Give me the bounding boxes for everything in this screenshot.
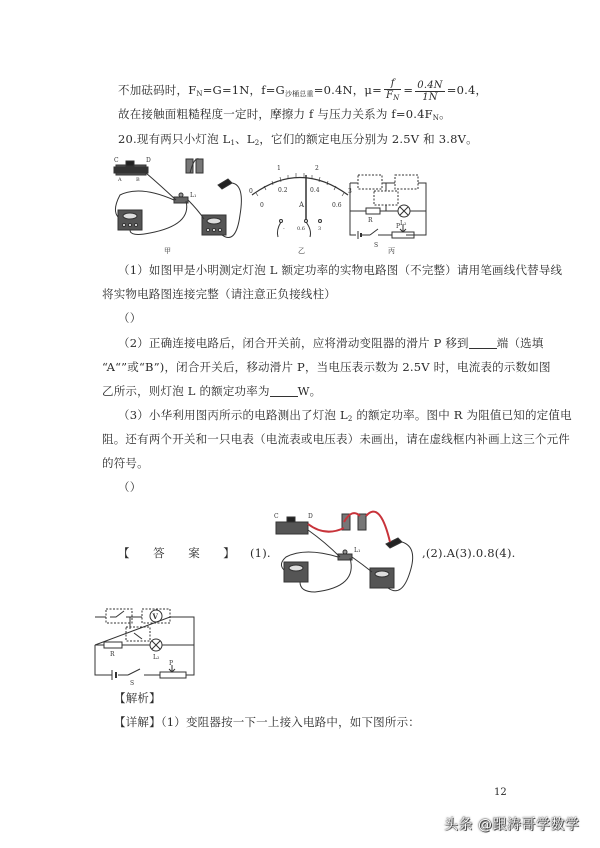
part3-line2: 阻。还有两个开关和一只电表（电流表或电压表）未画出，请在虚线框内补画上这三个元件 [102, 432, 570, 446]
svg-text:S: S [130, 680, 135, 685]
svg-text:C: C [274, 513, 279, 520]
caption-jia: 甲 [164, 247, 171, 255]
svg-text:0.4: 0.4 [310, 187, 320, 194]
ammeter-dial [252, 178, 348, 196]
page-number: 12 [494, 787, 507, 798]
svg-text:R: R [368, 217, 373, 224]
text: =0.4N，μ= [313, 83, 382, 97]
part3-answer-bracket: （） [118, 480, 142, 494]
svg-text:P: P [169, 660, 174, 667]
part1-answer-bracket: （） [118, 311, 142, 325]
circuit-diagram-bing [350, 175, 426, 239]
svg-text:A: A [118, 177, 122, 183]
text: =G=1N，f=G [202, 83, 285, 97]
svg-text:-: - [283, 226, 285, 232]
text: 乙所示，则灯泡 L 的额定功率为 [102, 384, 270, 398]
subscript: N [196, 90, 203, 98]
rheostat-icon [276, 522, 308, 534]
svg-text:D: D [308, 513, 313, 520]
numerator: 0.4N [417, 79, 443, 91]
watermark: 头条 @跟涛哥学数学 [444, 817, 580, 833]
part2-line3 [102, 383, 321, 399]
svg-text:B: B [136, 177, 140, 183]
text: 、L [235, 132, 255, 146]
fraction-value [415, 80, 444, 103]
rheostat-icon [114, 161, 148, 175]
text: 端（选填 [496, 336, 544, 350]
part1-line2: 将实物电路图连接完整（请注意正负接线柱） [102, 287, 336, 301]
svg-text:0.6: 0.6 [332, 202, 342, 209]
part2-line2: “A“”或“B”)，闭合开关后，移动滑片 P，当电压表示数为 2.5V 时，电流表的示数如图 [102, 360, 551, 374]
svg-text:3: 3 [348, 188, 352, 195]
svg-text:0: 0 [260, 202, 264, 209]
svg-text:R: R [110, 651, 115, 658]
svg-text:3: 3 [318, 226, 322, 232]
denominator: 1N [422, 91, 438, 103]
numerator: f [384, 78, 401, 90]
text: 的额定功率。图中 R 为阻值已知的定值电 [352, 408, 572, 422]
caption-bing: 丙 [388, 247, 395, 255]
subscript: N [393, 94, 400, 102]
conclusion-line [118, 106, 451, 126]
svg-text:1: 1 [277, 165, 281, 172]
switch-icon [128, 669, 140, 675]
part3-line1 [118, 407, 572, 427]
answer-figure-jia [270, 502, 420, 602]
part3-line3: 的符号。 [102, 456, 149, 470]
fraction-f-over-fn [384, 78, 401, 104]
text: F [385, 90, 394, 101]
switch-icon [218, 179, 232, 189]
formula-line-1 [118, 78, 487, 104]
svg-text:P: P [396, 223, 401, 230]
text: 不加砝码时，F [118, 83, 197, 97]
text: （2）正确连接电路后，闭合开关前，应将滑动变阻器的滑片 P 移到 [118, 336, 469, 350]
answer-part1-label: (1). [250, 546, 271, 560]
svg-text:A: A [299, 201, 305, 209]
detail-line [114, 714, 420, 730]
text: 。 [439, 107, 451, 121]
svg-text:L₂: L₂ [153, 654, 160, 661]
text: =0.4， [446, 83, 488, 97]
text: = [403, 83, 414, 97]
text: （3）小华利用图丙所示的电路测出了灯泡 L [118, 408, 348, 422]
svg-text:L₂: L₂ [400, 220, 407, 227]
svg-text:L₁: L₁ [354, 547, 361, 554]
svg-text:0.6: 0.6 [297, 226, 305, 232]
denominator [384, 90, 401, 104]
detail-text: （1）变阻器按一下一上接入电路中，如下图所示： [160, 715, 420, 729]
question-20-heading [118, 131, 478, 151]
svg-text:S: S [374, 242, 379, 249]
analysis-label: 【解析】 [114, 691, 161, 705]
switch-icon [134, 633, 142, 639]
svg-text:0.2: 0.2 [278, 187, 288, 194]
text: ，它们的额定电压分别为 2.5V 和 3.8V。 [259, 132, 478, 146]
text: 20.现有两只小灯泡 L [118, 132, 231, 146]
part2-line1 [118, 335, 544, 351]
part1-line1: （1）如图甲是小明测定灯泡 L 额定功率的实物电路图（不完整）请用笔画线代替导线 [118, 263, 563, 277]
svg-text:2: 2 [315, 165, 319, 172]
subscript: N [432, 114, 440, 122]
caption-yi: 乙 [298, 247, 305, 255]
svg-text:0: 0 [249, 188, 253, 195]
subscript: 1 [230, 139, 236, 147]
svg-text:D: D [146, 157, 151, 164]
ammeter-icon [118, 210, 142, 230]
answer-blank[interactable] [270, 385, 298, 397]
svg-text:V: V [152, 612, 158, 621]
answer-rest: ,(2).A(3).0.8(4). [422, 546, 516, 560]
switch-icon [110, 611, 132, 617]
voltmeter-icon [202, 215, 226, 235]
svg-text:C: C [114, 157, 119, 164]
text: W。 [297, 384, 322, 398]
text: 故在接触面粗糙程度一定时，摩擦力 f 与压力关系为 f=0.4F [118, 107, 433, 121]
answer-blank[interactable] [469, 337, 497, 349]
subscript: 2 [254, 139, 260, 147]
battery-icon [196, 159, 203, 173]
question-figures [110, 155, 440, 255]
svg-text:L₁: L₁ [190, 192, 197, 199]
subscript: 沙桶总重 [284, 90, 314, 98]
answer-label: 【 答 案 】 [118, 546, 235, 560]
subscript: 2 [347, 415, 353, 423]
detail-label: 【详解】 [114, 715, 161, 729]
answer-circuit-bing [90, 603, 210, 685]
